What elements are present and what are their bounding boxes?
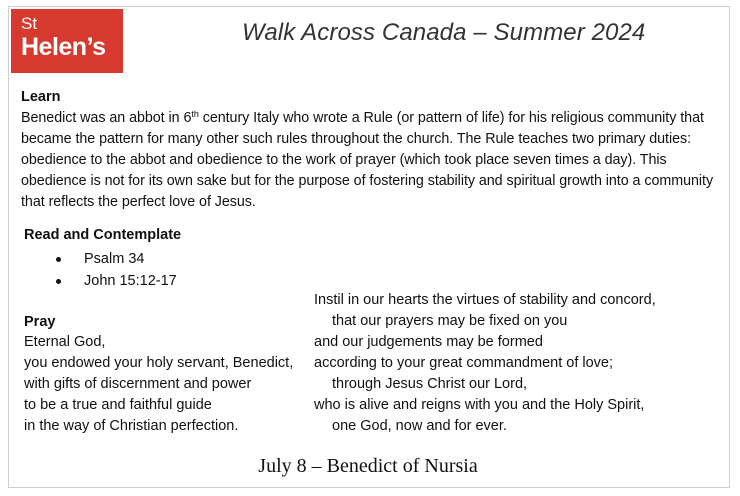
learn-heading: Learn xyxy=(21,89,61,105)
reading-item-text: John 15:12-17 xyxy=(84,273,177,289)
st-helens-logo xyxy=(11,9,123,73)
bullet-icon xyxy=(56,279,61,284)
read-heading: Read and Contemplate xyxy=(24,227,182,243)
prayer-line: who is alive and reigns with you and the Holy Spirit, xyxy=(314,397,645,413)
bullet-icon xyxy=(56,257,61,262)
prayer-line: Eternal God, xyxy=(24,334,106,350)
prayer-left-column xyxy=(24,332,293,437)
prayer-line: to be a true and faithful guide xyxy=(24,397,212,413)
logo-line-1: St xyxy=(21,14,38,33)
prayer-line: you endowed your holy servant, Benedict, xyxy=(24,355,294,371)
prayer-line: in the way of Christian perfection. xyxy=(24,418,239,434)
footer-caption: July 8 – Benedict of Nursia xyxy=(258,455,478,477)
logo-line-2: Helen’s xyxy=(21,33,106,61)
page-title: Walk Across Canada – Summer 2024 xyxy=(242,19,646,46)
learn-text-superscript: th xyxy=(191,109,199,119)
prayer-line: one God, now and for ever. xyxy=(332,418,507,434)
prayer-right-column xyxy=(314,290,656,437)
prayer-line: and our judgements may be formed xyxy=(314,334,543,350)
prayer-line: that our prayers may be fixed on you xyxy=(332,313,568,329)
prayer-line: Instil in our hearts the virtues of stability and concord, xyxy=(314,292,656,308)
learn-text-rest: century Italy who wrote a Rule (or pattern of life) for his religious community that became the pattern for many other such rules throughout the church. The Rule teaches two primary duties: obedience to the abbot and obedience to the work of prayer (which took place seven times a day). This obedience is not for its own sake but for the purpose of fostering stability and spiritual growth into a community that reflects the perfect love of Jesus. xyxy=(21,110,714,210)
learn-paragraph xyxy=(21,108,721,213)
learn-text-start: Benedict was an abbot in 6 xyxy=(21,110,192,126)
reading-item-text: Psalm 34 xyxy=(84,251,145,267)
prayer-line: with gifts of discernment and power xyxy=(24,376,252,392)
prayer-line: through Jesus Christ our Lord, xyxy=(332,376,528,392)
pray-heading: Pray xyxy=(24,314,56,330)
prayer-line: according to your great commandment of love; xyxy=(314,355,614,371)
